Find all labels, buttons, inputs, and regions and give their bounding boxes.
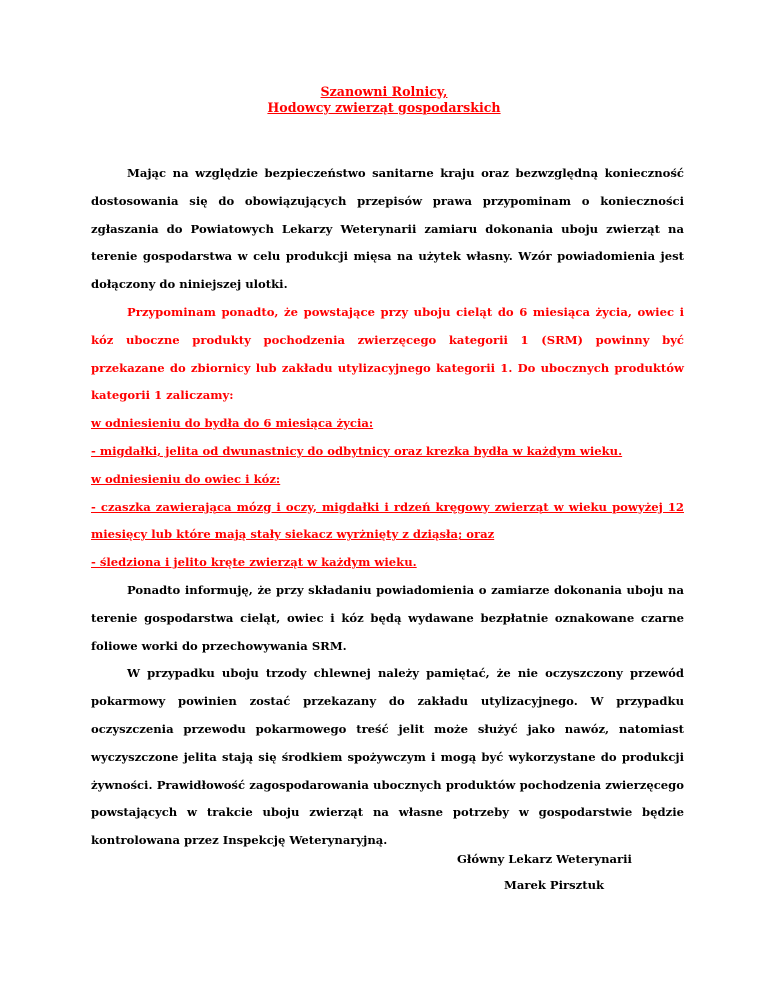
signature-name: Marek Pirsztuk: [504, 878, 605, 892]
signature-role: Główny Lekarz Weterynarii: [457, 852, 632, 866]
sheep-goat-item-2: - śledziona i jelito kręte zwierząt w każdym wieku.: [91, 555, 417, 570]
cattle-item: - migdałki, jelita od dwunastnicy do odbytnicy oraz krezka bydła w każdym wieku.: [91, 443, 623, 458]
letter-body: [91, 160, 684, 855]
paragraph-srm: Przypominam ponadto, że powstające przy uboju cieląt do 6 miesiąca życia, owiec i kóz uboczne produkty pochodzenia zwierzęcego kategorii 1 (SRM) powinny być przekazane do zbiornicy lub zakładu utylizacyjnego kategorii 1. Do ubocznych produktów kategorii 1 zaliczamy:: [91, 304, 684, 403]
paragraph-pigs: W przypadku uboju trzody chlewnej należy pamiętać, że nie oczyszczony przewód pokarmowy powinien zostać przekazany do zakładu utylizacyjnego. W przypadku oczyszczenia przewodu pokarmowego treść jelit może służyć jako nawóz, natomiast wyczyszczone jelita stają się środkiem spożywczym i mogą być wykorzystane do produkcji żywności. Prawidłowość zagospodarowania ubocznych produktów pochodzenia zwierzęcego powstających w trakcie uboju zwierząt na własne potrzeby w gospodarstwie będzie kontrolowana przez Inspekcję Weterynaryjną.: [91, 666, 684, 848]
paragraph-bags: Ponadto informuję, że przy składaniu powiadomienia o zamiarze dokonania uboju na terenie gospodarstwa cieląt, owiec i kóz będą wydawane bezpłatnie oznakowane czarne foliowe worki do przechowywania SRM.: [91, 582, 684, 653]
letter-title: [0, 84, 768, 116]
title-line-2: Hodowcy zwierząt gospodarskich: [267, 100, 501, 115]
sheep-goat-item-1: - czaszka zawierająca mózg i oczy, migdałki i rdzeń kręgowy zwierząt w wieku powyżej 12 miesięcy lub które mają stały siekacz wyrżnięty z dziąsła; oraz: [91, 499, 684, 542]
paragraph-notification: Mając na względzie bezpieczeństwo sanitarne kraju oraz bezwzględną konieczność dostosowania się do obowiązujących przepisów prawa przypominam o konieczności zgłaszania do Powiatowych Lekarzy Weterynarii zamiaru dokonania uboju zwierząt na terenie gospodarstwa w celu produkcji mięsa na użytek własny. Wzór powiadomienia jest dołączony do niniejszej ulotki.: [91, 166, 684, 292]
title-line-1: Szanowni Rolnicy,: [320, 84, 448, 99]
sheep-goat-heading: w odniesieniu do owiec i kóz:: [91, 471, 281, 486]
cattle-heading: w odniesieniu do bydła do 6 miesiąca życia:: [91, 416, 374, 431]
